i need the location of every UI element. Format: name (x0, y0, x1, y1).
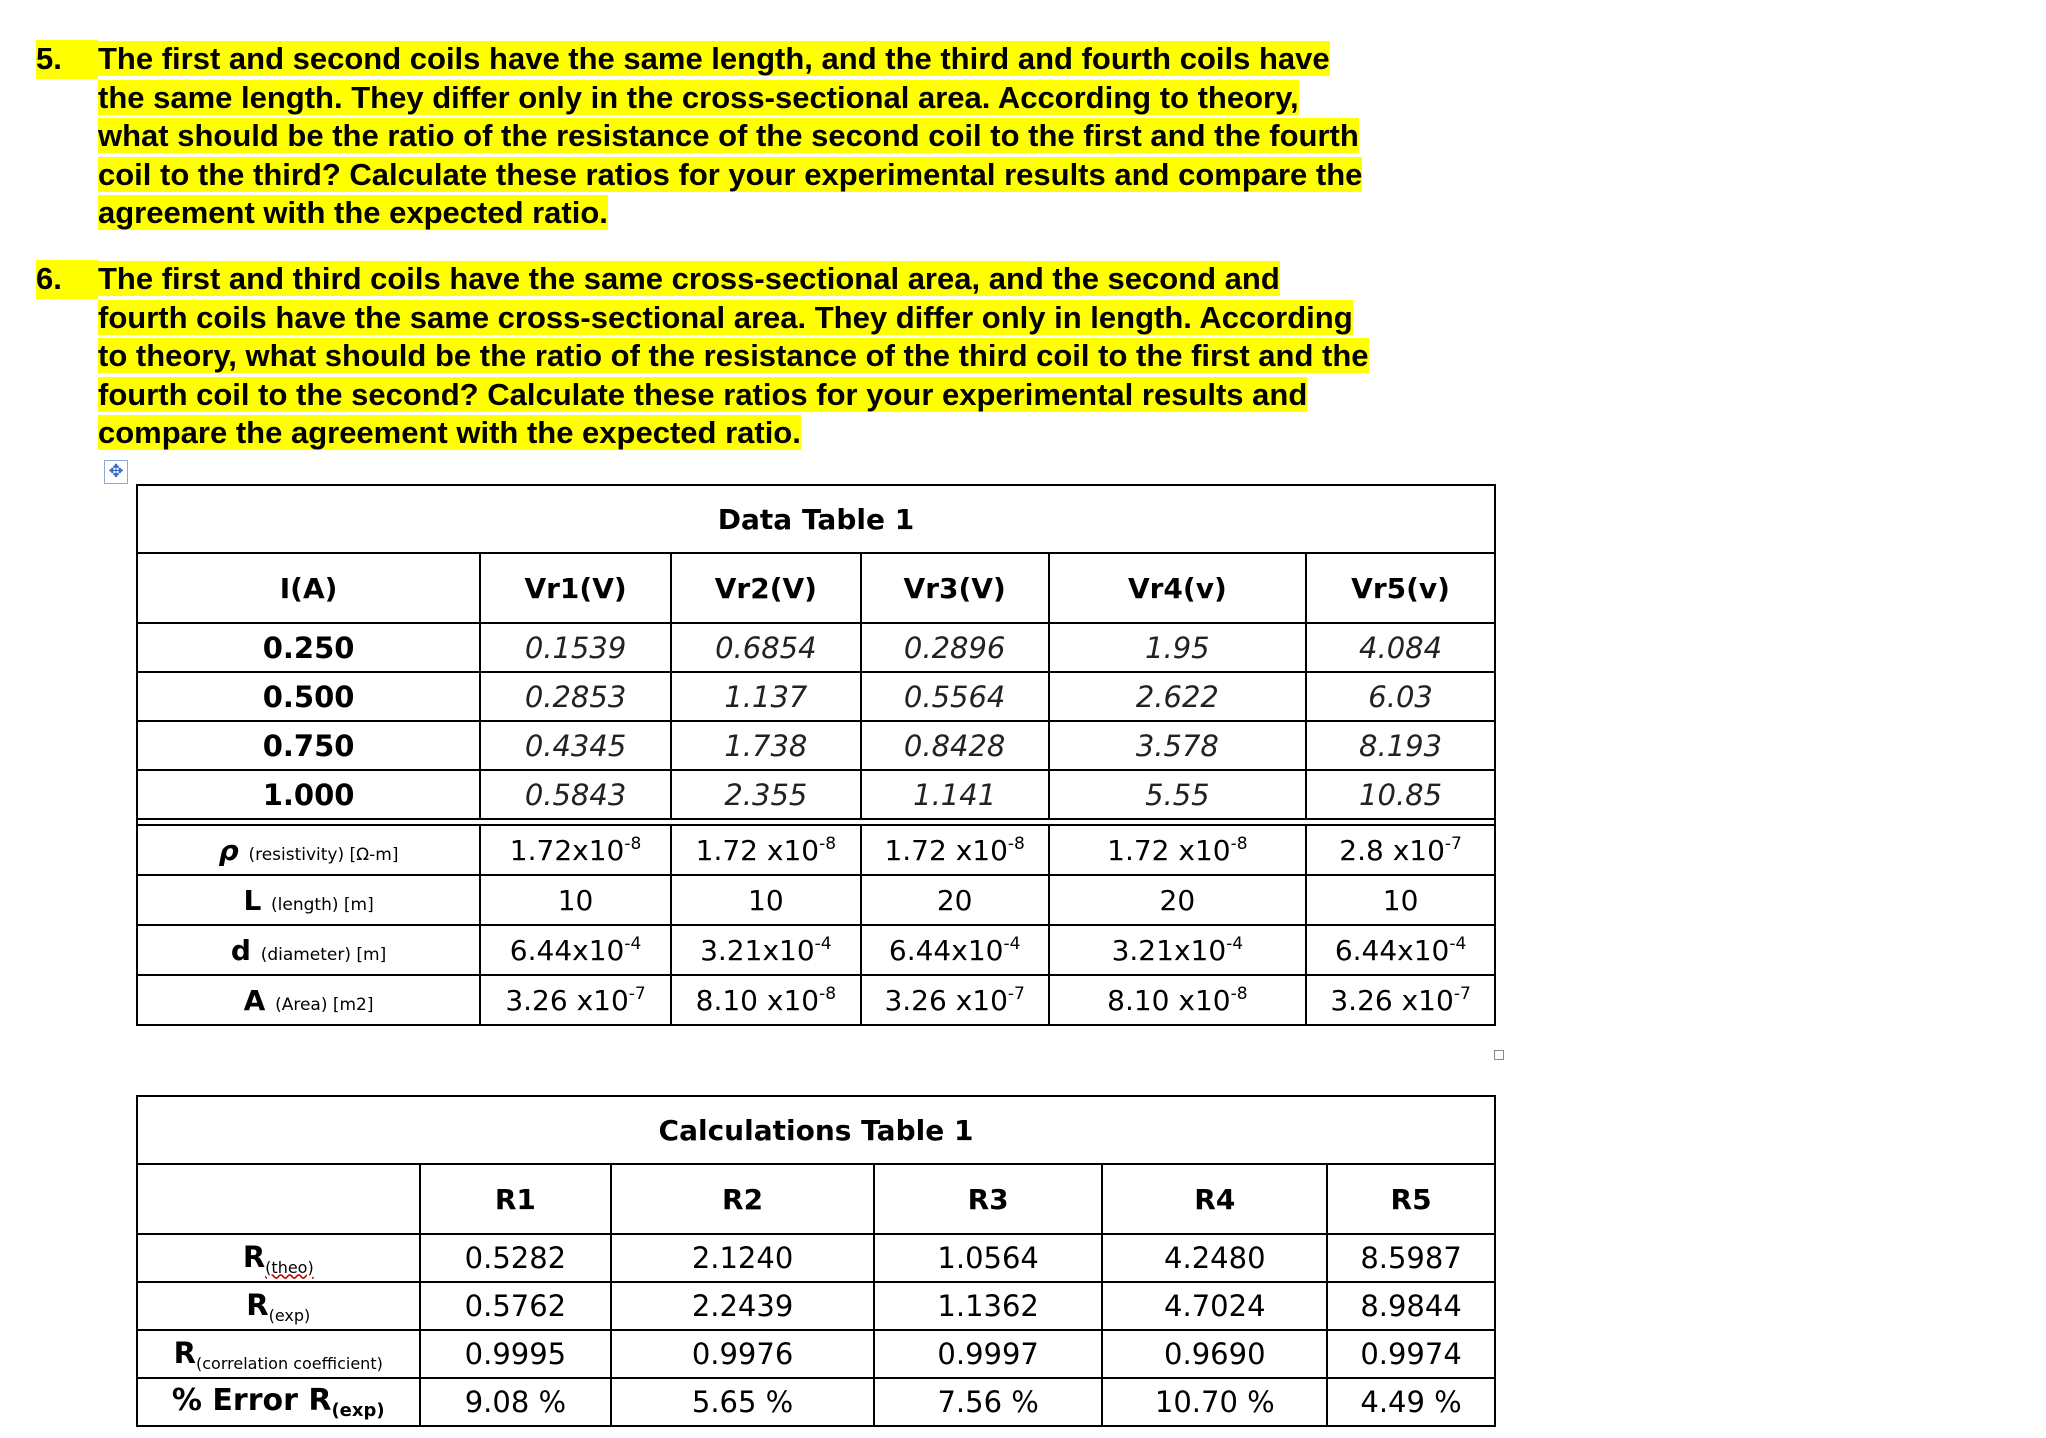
calc-cell: 9.08 % (420, 1378, 612, 1426)
question-text-line: compare the agreement with the expected ratio. (98, 415, 801, 450)
calc-cell: 10.70 % (1102, 1378, 1327, 1426)
voltage-cell: 0.2896 (861, 623, 1049, 672)
question-text-line: to theory, what should be the ratio of the resistance of the third coil to the first and the (98, 338, 1369, 373)
property-cell: 3.26 $x10^{-7}$ (480, 975, 671, 1025)
calculations-table (136, 1095, 1496, 1427)
column-header: R4 (1102, 1164, 1327, 1234)
property-cell: 8.10 $x10^{-8}$ (671, 975, 861, 1025)
property-cell: $3.21x10^{-4}$ (1049, 925, 1307, 975)
calc-cell: 8.9844 (1327, 1282, 1495, 1330)
voltage-cell: 2.355 (671, 770, 861, 819)
voltage-cell: 0.4345 (480, 721, 671, 770)
calc-cell: 1.0564 (874, 1234, 1103, 1282)
table-move-handle-icon[interactable]: ✥ (104, 460, 128, 484)
question-text-line: what should be the ratio of the resistance of the second coil to the first and the fourth (98, 118, 1359, 153)
calc-cell: 0.5762 (420, 1282, 612, 1330)
length-label: L (length) [m] (137, 875, 480, 925)
area-label: A (Area) [m2] (137, 975, 480, 1025)
calc-cell: 2.2439 (611, 1282, 874, 1330)
property-cell: $6.44x10^{-4}$ (1306, 925, 1495, 975)
voltage-cell: 0.5564 (861, 672, 1049, 721)
property-cell: 2.8 $x10^{-7}$ (1306, 825, 1495, 875)
voltage-cell: 0.8428 (861, 721, 1049, 770)
column-header: I(A) (137, 553, 480, 623)
calc-cell: 0.5282 (420, 1234, 612, 1282)
voltage-cell: 0.6854 (671, 623, 861, 672)
property-cell: 1.72 $x10^{-8}$ (1049, 825, 1307, 875)
resistivity-label: ρ (resistivity) [Ω-m] (137, 825, 480, 875)
question-text-line: the same length. They differ only in the cross-sectional area. According to theory, (98, 79, 1299, 115)
calc-cell: 4.7024 (1102, 1282, 1327, 1330)
question-number: 5. (36, 40, 98, 79)
table-row (137, 1378, 1495, 1426)
current-cell: 0.500 (137, 672, 480, 721)
calc-cell: 0.9690 (1102, 1330, 1327, 1378)
r-exp-label: $R_{(exp)}$ (137, 1282, 420, 1330)
property-cell: 3.26 $x10^{-7}$ (1306, 975, 1495, 1025)
property-cell: $6.44x10^{-4}$ (861, 925, 1049, 975)
table-row (137, 825, 1495, 875)
calc-cell: 2.1240 (611, 1234, 874, 1282)
question-text-line: The first and second coils have the same length, and the third and fourth coils have (98, 41, 1330, 76)
calc-cell: 0.9997 (874, 1330, 1103, 1378)
diameter-label: d (diameter) [m] (137, 925, 480, 975)
calc-cell: 0.9976 (611, 1330, 874, 1378)
property-cell: 20 (1049, 875, 1307, 925)
column-header: R5 (1327, 1164, 1495, 1234)
column-header: Vr5(v) (1306, 553, 1495, 623)
voltage-cell: 8.193 (1306, 721, 1495, 770)
calc-cell: 7.56 % (874, 1378, 1103, 1426)
calc-cell: 4.49 % (1327, 1378, 1495, 1426)
question-6 (36, 260, 1369, 453)
question-text-line: fourth coil to the second? Calculate these ratios for your experimental results and (98, 376, 1308, 412)
question-5 (36, 40, 1362, 233)
property-cell: 1.72 $x10^{-8}$ (861, 825, 1049, 875)
table-row (137, 721, 1495, 770)
property-cell: 10 (671, 875, 861, 925)
data-table-title: Data Table 1 (137, 485, 1495, 553)
question-text-line: agreement with the expected ratio. (98, 195, 608, 230)
voltage-cell: 1.738 (671, 721, 861, 770)
property-cell: 10 (1306, 875, 1495, 925)
property-cell: 10 (480, 875, 671, 925)
table-row (137, 770, 1495, 819)
column-header: R3 (874, 1164, 1103, 1234)
property-cell: 20 (861, 875, 1049, 925)
column-header: R1 (420, 1164, 612, 1234)
column-header: Vr2(V) (671, 553, 861, 623)
property-cell: $6.44x10^{-4}$ (480, 925, 671, 975)
question-text-line: fourth coils have the same cross-sectional area. They differ only in length. According (98, 299, 1353, 335)
r-correlation-label: $R_{(correlation coefficient)}$ (137, 1330, 420, 1378)
voltage-cell: 1.137 (671, 672, 861, 721)
calculations-table-title: Calculations Table 1 (137, 1096, 1495, 1164)
current-cell: 0.750 (137, 721, 480, 770)
column-header (137, 1164, 420, 1234)
column-header: Vr1(V) (480, 553, 671, 623)
calc-cell: 1.1362 (874, 1282, 1103, 1330)
question-number: 6. (36, 260, 98, 299)
current-cell: 1.000 (137, 770, 480, 819)
calc-cell: 8.5987 (1327, 1234, 1495, 1282)
table-resize-handle[interactable] (1494, 1050, 1504, 1060)
table-row (137, 975, 1495, 1025)
voltage-cell: 3.578 (1049, 721, 1307, 770)
voltage-cell: 6.03 (1306, 672, 1495, 721)
question-text-line: The first and third coils have the same cross-sectional area, and the second and (98, 261, 1280, 296)
calc-cell: 0.9995 (420, 1330, 612, 1378)
calc-cell: 4.2480 (1102, 1234, 1327, 1282)
voltage-cell: 0.5843 (480, 770, 671, 819)
data-table (136, 484, 1496, 1026)
column-header: R2 (611, 1164, 874, 1234)
property-cell: 1.72 $x10^{-8}$ (671, 825, 861, 875)
voltage-cell: 0.2853 (480, 672, 671, 721)
percent-error-label: % Error $R_{(exp)}$ (137, 1378, 420, 1426)
voltage-cell: 2.622 (1049, 672, 1307, 721)
column-header: Vr3(V) (861, 553, 1049, 623)
voltage-cell: 5.55 (1049, 770, 1307, 819)
question-text-line: coil to the third? Calculate these ratios for your experimental results and compare the (98, 156, 1363, 192)
voltage-cell: 0.1539 (480, 623, 671, 672)
calc-cell: 0.9974 (1327, 1330, 1495, 1378)
table-row (137, 1234, 1495, 1282)
table-row (137, 623, 1495, 672)
property-cell: 8.10 $x10^{-8}$ (1049, 975, 1307, 1025)
voltage-cell: 10.85 (1306, 770, 1495, 819)
r-theo-label: $R_{(theo)}$ (137, 1234, 420, 1282)
calc-cell: 5.65 % (611, 1378, 874, 1426)
voltage-cell: 1.141 (861, 770, 1049, 819)
property-cell: $3.21x10^{-4}$ (671, 925, 861, 975)
table-row (137, 1282, 1495, 1330)
column-header: Vr4(v) (1049, 553, 1307, 623)
property-cell: 3.26 $x10^{-7}$ (861, 975, 1049, 1025)
table-row (137, 672, 1495, 721)
table-row (137, 1330, 1495, 1378)
table-row (137, 875, 1495, 925)
property-cell: $1.72x10^{-8}$ (480, 825, 671, 875)
current-cell: 0.250 (137, 623, 480, 672)
voltage-cell: 4.084 (1306, 623, 1495, 672)
voltage-cell: 1.95 (1049, 623, 1307, 672)
table-row (137, 925, 1495, 975)
